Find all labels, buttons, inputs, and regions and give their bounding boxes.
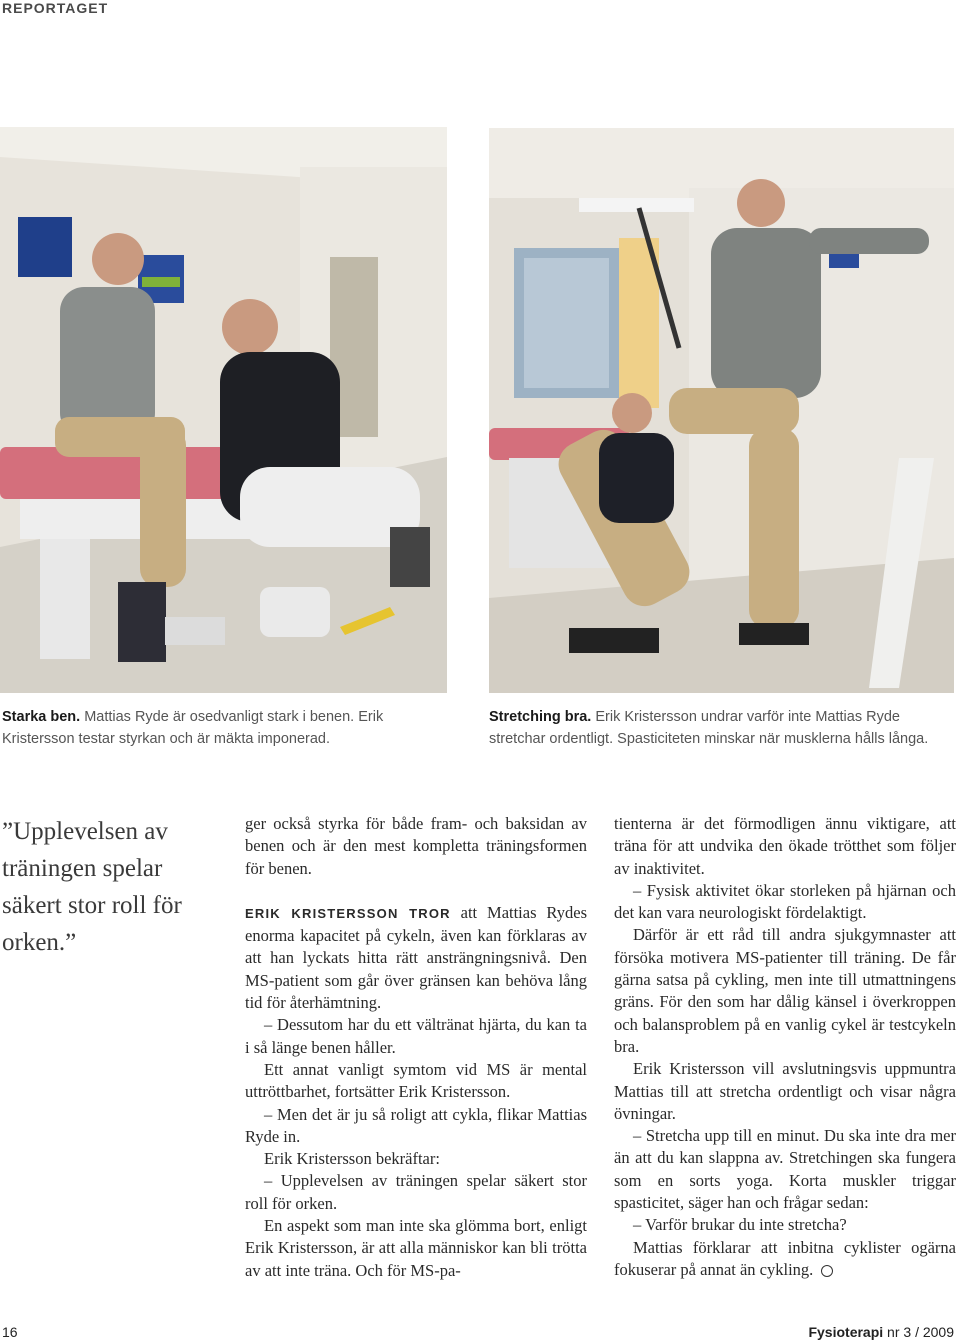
run-in-caps: ERIK KRISTERSSON TROR [245,905,451,921]
paragraph [614,1237,956,1282]
paragraph: – Men det är ju så roligt att cykla, flikar Mattias Ryde in. [245,1104,587,1146]
paragraph: – Upplevelsen av träningen spelar säkert stor roll för orken. [245,1171,587,1213]
magazine-issue: nr 3 / 2009 [883,1324,954,1340]
photo-illustration [489,128,954,693]
caption-right [489,706,959,750]
paragraph-text: Mattias förklarar att inbitna cyklister ogärna fokuserar på annat än cykling. [614,1237,956,1279]
paragraph: – Fysisk aktivitet ökar storleken på hjärnan och det kan vara neurologiskt fördelaktigt. [614,880,956,923]
paragraph: – Dessutom har du ett vältränat hjärta, du kan ta i så länge benen håller. [245,1015,587,1057]
section-label: REPORTAGET [2,0,109,16]
caption-left [2,706,442,750]
magazine-name: Fysioterapi [808,1324,884,1340]
paragraph: – Varför brukar du inte stretcha? [633,1215,847,1235]
caption-text: Erik Kristersson undrar varför inte Mattias Ryde stretchar ordentligt. Spasticiteten minskar när musklerna hålls långa. [489,709,929,747]
photo-leg-strength-test [0,127,447,693]
article-column-right [614,813,956,1281]
caption-lead: Starka ben. [2,709,81,725]
paragraph [245,902,587,1014]
magazine-footer [808,1324,954,1340]
photo-illustration [0,127,447,693]
photo-stretching [489,128,954,693]
end-mark-icon [821,1265,833,1277]
article-column-middle [245,813,587,1282]
paragraph: tienterna är det förmodligen ännu viktigare, att träna för att undvika den ökade trötthet som följer av inaktivitet. [614,814,956,878]
paragraph: Ett annat vanligt symtom vid MS är mental uttröttbarhet, fortsätter Erik Kristersson. [245,1059,587,1102]
paragraph: Erik Kristersson bekräftar: [264,1149,440,1169]
paragraph: ger också styrka för både fram- och baksidan av benen och är den mest kompletta träningsformen för benen. [245,814,587,878]
caption-text: Mattias Ryde är osedvanligt stark i benen. Erik Kristersson testar styrkan och är mäkta imponerad. [2,709,384,747]
caption-lead: Stretching bra. [489,709,592,725]
pull-quote: ”Upplevelsen av träningen spelar säkert stor roll för orken.” [2,818,182,956]
paragraph: – Stretcha upp till en minut. Du ska inte dra mer än att du kan slappna av. Stretchingen ska fungera som en sorts yoga. Korta muskler triggar spasticitet, säger han och frågar sedan: [614,1126,956,1213]
paragraph: Erik Kristersson vill avslutningsvis uppmuntra Mattias till att stretcha ordentligt och visar några övningar. [614,1059,956,1123]
paragraph-text: att Mattias Rydes enorma kapacitet på cykeln, även kan förklaras av att han lyckats hitta rätt ansträngningsnivå. Den MS-patient som går över gränsen kan behöva lång tid för återhämtning. [245,902,587,1013]
paragraph: En aspekt som man inte ska glömma bort, enligt Erik Kristersson, är att alla människor kan bli trötta av att inte träna. Och för MS-pa- [245,1216,587,1280]
paragraph: Därför är ett råd till andra sjukgymnaster att försöka motivera MS-patienter till träning. De får gärna satsa på cykling, men inte till utmattningens gräns. För den som har dålig känsel i överkroppen och balansproblem på en vanlig cykel är testcykeln bra. [614,925,956,1056]
page-number: 16 [2,1324,18,1340]
